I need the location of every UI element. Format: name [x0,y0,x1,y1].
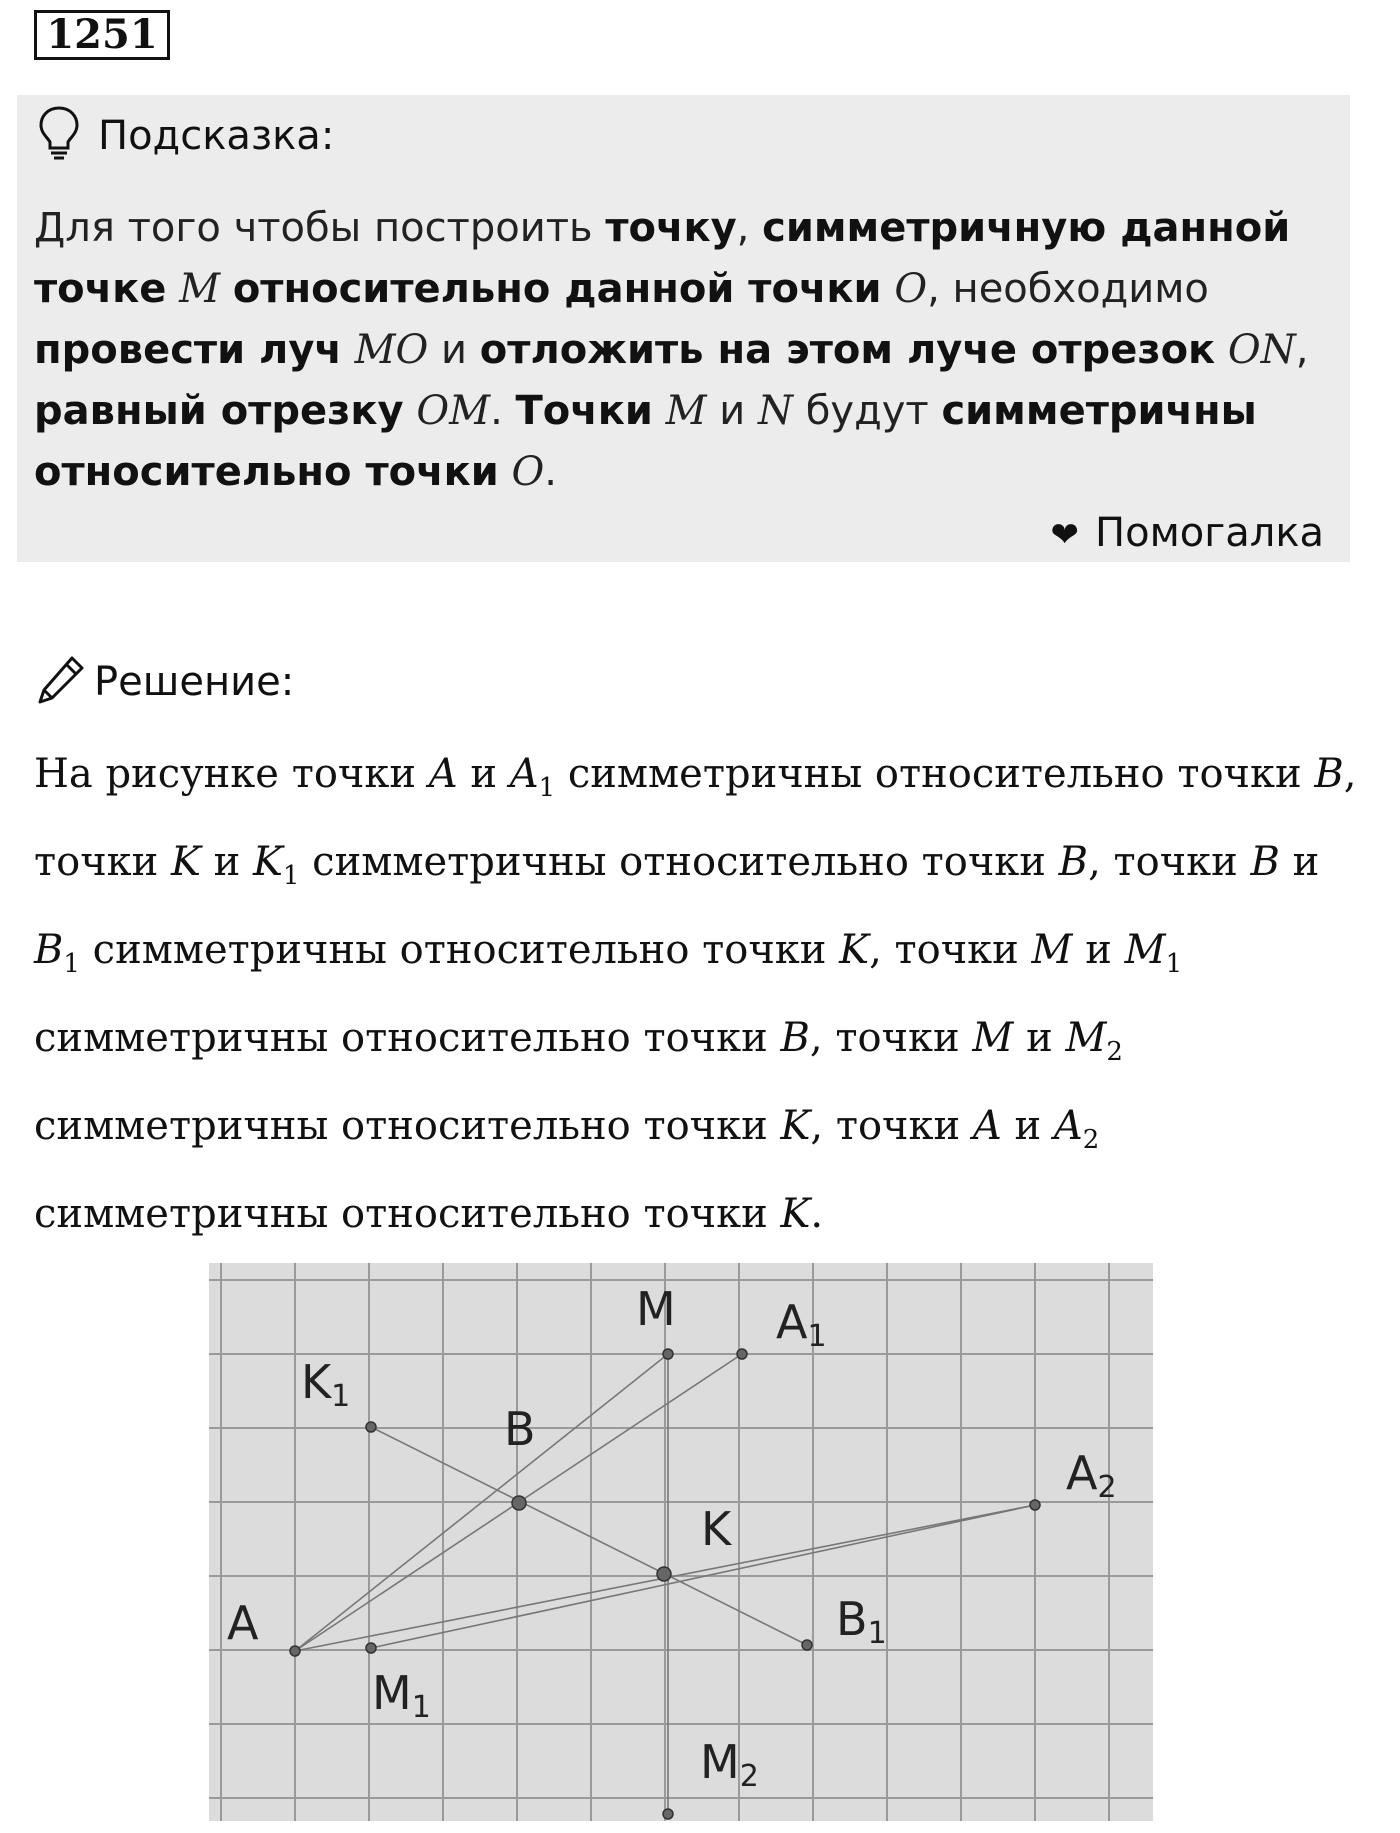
grid-figure [209,1263,1153,1821]
label-a1: A1 [776,1295,827,1354]
point-m2 [663,1809,673,1819]
point-m1 [366,1643,376,1653]
label-m1: M1 [372,1666,431,1725]
point-b [512,1496,526,1510]
point-a2 [1030,1500,1040,1510]
label-k1: K1 [301,1355,351,1414]
heart-icon: ❤ [1050,515,1080,555]
hint-text: Для того чтобы построить точку, симметричную данной точке M относительно данной точки O, необходимо провести луч MO и отложить на этом луче отрезок ON, равный отрезку OM. Точки M и N будут симметричны относительно точки O. [34,205,1309,495]
point-a [290,1646,300,1656]
solution-text: На рисунке точки A и $A_1$ симметричны относительно точки B, точки K и $K_1$ симметричны относительно точки B, точки B и $B_1$ симметричны относительно точки K, точки M и $M_1$ симметричны относительно точки B, точки M и $M_2$ симметричны относительно точки K, точки A и $A_2$ симметричны относительно точки K. [34,751,1357,1237]
label-b: B [504,1402,536,1456]
solution-title: Решение: [94,659,295,705]
label-m2: M2 [700,1735,759,1794]
problem-number: 1251 [34,10,170,60]
construction-drawing [209,1263,1153,1821]
label-b1: B1 [836,1592,887,1651]
hint-title: Подсказка: [98,113,335,159]
label-a: A [227,1596,259,1650]
brand-label: Помогалка [1095,510,1324,556]
label-m: M [636,1282,676,1336]
label-a2: A2 [1066,1446,1117,1505]
lightbulb-icon [36,104,82,162]
point-a1 [737,1349,747,1359]
point-m [663,1349,673,1359]
label-k: K [701,1502,732,1556]
point-b1 [802,1640,812,1650]
brand-link[interactable] [1051,503,1324,565]
point-k [657,1567,671,1581]
pencil-icon [36,654,86,706]
point-k1 [366,1422,376,1432]
segment-k1-b1 [371,1427,807,1645]
